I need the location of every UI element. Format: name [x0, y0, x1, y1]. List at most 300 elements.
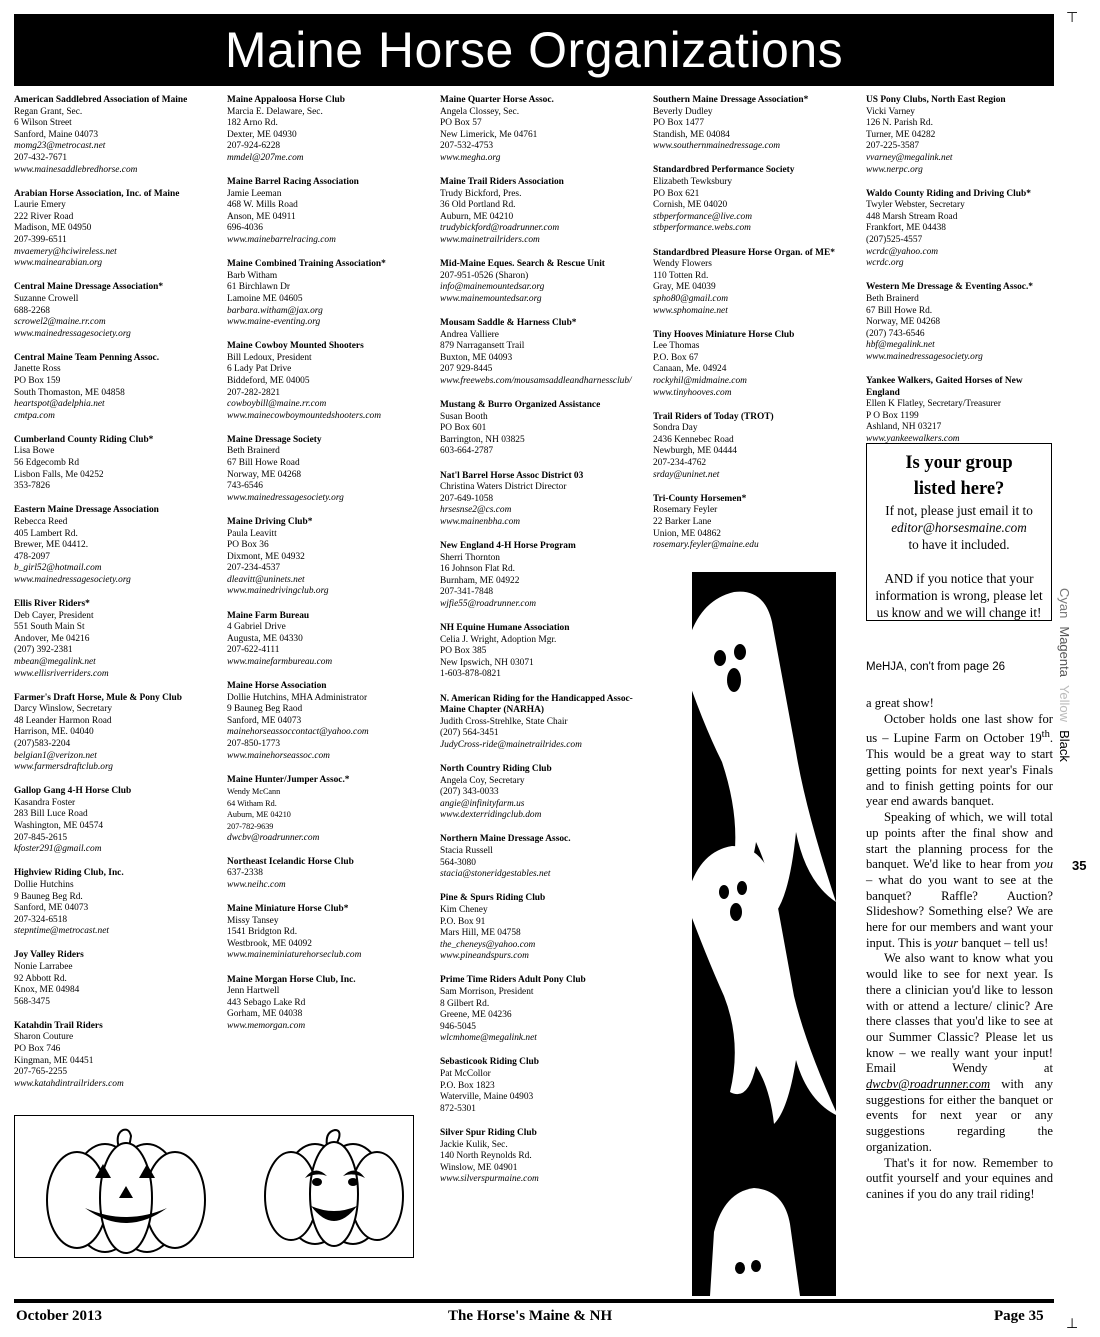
org-contact-line: 222 River Road [14, 211, 74, 222]
org-contact-line: Vicki Varney [866, 106, 915, 117]
org-listing [440, 764, 645, 822]
org-name: Maine Morgan Horse Club, Inc. [227, 974, 356, 985]
org-name: Standardbred Pleasure Horse Organ. of ME* [653, 247, 835, 258]
org-contact-line: South Thomaston, ME 04858 [14, 387, 125, 398]
crop-mark-bottom: ⊥ [1066, 1316, 1079, 1332]
org-name: Mousam Saddle & Harness Club* [440, 318, 577, 328]
org-listing [653, 165, 858, 235]
yellow-plate-label: Yellow [1057, 684, 1072, 723]
org-link[interactable]: stepntime@metrocast.net [14, 926, 109, 937]
org-name: Silver Spur Riding Club [440, 1127, 537, 1138]
org-contact-line: Sondra Day [653, 423, 698, 434]
org-contact-line: Lisa Bowe [14, 446, 55, 457]
org-contact-line: Dollie Hutchins, MHA Administrator [227, 692, 368, 703]
org-contact-line: Ellen K Flatley, Secretary/Treasurer [866, 399, 1001, 410]
org-contact-line: Sanford, Maine 04073 [14, 129, 99, 140]
org-listing [440, 893, 645, 963]
org-link[interactable]: www.mainedressagesociety.org [227, 492, 344, 503]
callout-email[interactable]: editor@horsesmaine.com [891, 520, 1027, 535]
org-listing [227, 857, 432, 892]
org-contact-line: (207) 343-0033 [440, 787, 499, 798]
org-contact-line: Jackie Kulik, Sec. [440, 1139, 508, 1150]
crop-mark-top: ⊤ [1066, 10, 1079, 26]
org-contact-line: 448 Marsh Stream Road [866, 211, 958, 222]
org-contact-line: Twyler Webster, Secretary [866, 200, 965, 211]
org-link[interactable]: www.yankeewalkers.com [866, 433, 960, 444]
pumpkin-icon [15, 1116, 413, 1257]
org-contact-line: 6 Lady Pat Drive [227, 364, 292, 375]
org-contact-line: Celia J. Wright, Adoption Mgr. [440, 634, 557, 645]
org-link[interactable]: www.freewebs.com/mousamsaddleandharnessclub/ [440, 375, 632, 386]
org-contact-line: Jenn Hartwell [227, 986, 280, 997]
org-contact-line: Wendy Flowers [653, 259, 712, 270]
org-name: Mustang & Burro Organized Assistance [440, 400, 601, 411]
org-contact-line: Sherri Thornton [440, 552, 500, 563]
org-link[interactable]: vvarney@megalink.net [866, 152, 953, 163]
org-listing [227, 904, 432, 962]
org-listing [227, 975, 432, 1033]
org-name: Central Maine Team Penning Assoc. [14, 352, 160, 363]
org-name: US Pony Clubs, North East Region [866, 95, 1006, 105]
org-contact-line: Missy Tansey [227, 915, 279, 926]
org-contact-line: Judith Cross-Strehlke, State Chair [440, 716, 568, 727]
org-contact-line: Deb Cayer, President [14, 610, 94, 621]
org-link[interactable]: momg23@metrocast.net [14, 141, 106, 152]
footer-page-number: Page 35 [994, 1308, 1044, 1324]
org-link[interactable]: www.silverspurmaine.com [440, 1174, 539, 1185]
org-contact-line: 207-845-2615 [14, 832, 68, 843]
org-name: Nat'l Barrel Horse Assoc District 03 [440, 470, 584, 481]
org-listing [440, 471, 645, 529]
org-link[interactable]: www.memorgan.com [227, 1020, 306, 1031]
org-listing [866, 282, 1056, 363]
org-contact-line: 207-432-7671 [14, 152, 68, 163]
org-contact-line: 478-2097 [14, 551, 50, 562]
org-contact-line: 9 Bauneg Beg Raod [227, 704, 303, 715]
org-contact-line: 207-765-2255 [14, 1067, 68, 1078]
org-listing [227, 681, 432, 762]
callout-heading-line1: Is your group [905, 453, 1013, 473]
org-link[interactable]: www.mainehorseassoc.com [227, 750, 330, 761]
org-contact-line: 2436 Kennebec Road [653, 434, 734, 445]
org-contact-line: 872-5301 [440, 1103, 476, 1114]
org-contact-line: 443 Sebago Lake Rd [227, 997, 306, 1008]
org-contact-line: Bill Ledoux, President [227, 352, 312, 363]
org-contact-line: PO Box 746 [14, 1044, 61, 1055]
org-contact-line: Janette Ross [14, 364, 61, 375]
org-contact-line: 1-603-878-0821 [440, 669, 501, 680]
org-contact-line: Knox, ME 04984 [14, 985, 80, 996]
org-link[interactable]: www.katahdintrailriders.com [14, 1078, 124, 1089]
org-contact-line: Anson, ME 04911 [227, 211, 296, 222]
org-listing [14, 282, 219, 340]
org-name: Sebasticook Riding Club [440, 1057, 539, 1068]
directory-column-1 [14, 95, 219, 1103]
org-contact-line: 4 Gabriel Drive [227, 622, 286, 633]
org-contact-line: 110 Totten Rd. [653, 270, 709, 281]
org-contact-line: 207-282-2821 [227, 387, 281, 398]
org-contact-line: 353-7826 [14, 481, 50, 492]
org-contact-line: 182 Arno Rd. [227, 118, 278, 129]
org-link[interactable]: mmdel@207me.com [227, 152, 304, 163]
org-link[interactable]: wlcmhome@megalink.net [440, 1033, 537, 1044]
org-listing [440, 1128, 645, 1186]
org-listing [440, 318, 645, 388]
org-name: N. American Riding for the Handicapped Assoc- Maine Chapter (NARHA) [440, 693, 633, 716]
org-contact-line: Barrington, NH 03825 [440, 434, 525, 445]
org-link[interactable]: wjfie55@roadrunner.com [440, 598, 537, 609]
ghost-icon [680, 572, 848, 1296]
org-listing [14, 505, 219, 586]
org-listing [14, 1021, 219, 1091]
org-link[interactable]: hrsesnse2@cs.com [440, 505, 512, 516]
org-name: Maine Trail Riders Association [440, 177, 564, 188]
org-contact-line: 22 Barker Lane [653, 516, 712, 527]
org-link[interactable]: www.neihc.com [227, 879, 286, 890]
org-link[interactable]: www.tinyhooves.com [653, 387, 732, 398]
org-contact-line: P.O. Box 91 [440, 916, 486, 927]
org-listing [440, 1057, 645, 1115]
org-link[interactable]: www.mainenbha.com [440, 516, 521, 527]
org-link[interactable]: barbara.witham@jax.org [227, 305, 323, 316]
org-contact-line: Wendy McCann [227, 787, 281, 797]
org-contact-line: 1541 Bridgton Rd. [227, 927, 298, 938]
org-contact-line: 207-850-1773 [227, 739, 281, 749]
org-link[interactable]: www.megha.org [440, 152, 501, 163]
org-listing [14, 786, 219, 856]
org-contact-line: PO Box 385 [440, 646, 487, 657]
org-contact-line: 207-234-4537 [227, 563, 281, 574]
org-contact-line: Augusta, ME 04330 [227, 633, 303, 644]
org-contact-line: 9 Bauneg Beg Rd. [14, 891, 83, 902]
org-contact-line: Gorham, ME 04038 [227, 1009, 303, 1020]
org-contact-line: PO Box 36 [227, 540, 269, 551]
org-name: Maine Barrel Racing Association [227, 177, 359, 188]
org-name: North Country Riding Club [440, 764, 552, 774]
org-link[interactable]: heartspot@adelphia.net [14, 399, 105, 410]
org-link[interactable]: www.maineminiaturehorseclub.com [227, 950, 362, 961]
org-link[interactable]: www.dexterridingclub.dom [440, 810, 542, 821]
org-listing [14, 868, 219, 938]
article-body [866, 696, 1053, 1203]
org-listing [653, 330, 858, 400]
org-contact-line: Trudy Bickford, Pres. [440, 188, 522, 199]
org-contact-line: Standish, ME 04084 [653, 129, 730, 140]
org-name: Maine Combined Training Association* [227, 259, 386, 270]
org-contact-line: 283 Bill Luce Road [14, 809, 88, 820]
org-contact-line: 6 Wilson Street [14, 118, 72, 129]
org-contact-line: 405 Lambert Rd. [14, 528, 78, 539]
org-contact-line: 946-5045 [440, 1021, 476, 1032]
org-listing [440, 95, 645, 165]
org-link[interactable]: JudyCross-ride@mainetrailrides.com [440, 739, 582, 750]
org-listing [227, 95, 432, 165]
org-contact-line: 879 Narragansett Trail [440, 341, 525, 352]
org-listing [440, 177, 645, 247]
org-link[interactable]: wcrdc.org [866, 258, 904, 269]
org-link[interactable]: cowboybill@maine.rr.com [227, 399, 327, 410]
org-contact-line: Kasandra Foster [14, 797, 76, 808]
org-contact-line: Rosemary Feyler [653, 505, 718, 516]
article-paragraph: a great show! [866, 696, 934, 710]
org-listing [440, 975, 645, 1045]
org-name: Southern Maine Dressage Association* [653, 95, 809, 105]
org-link[interactable]: b_girl52@hotmail.com [14, 563, 102, 574]
org-link[interactable]: www.mainearabian.org [14, 258, 103, 269]
callout-text-3: AND if you notice that your information is wrong, please let us know and we will change it! [875, 571, 1043, 620]
org-contact-line: Beverly Dudley [653, 106, 713, 117]
org-contact-line: Canaan, Me. 04924 [653, 364, 727, 375]
org-name: Ellis River Riders* [14, 598, 90, 609]
org-name: Maine Cowboy Mounted Shooters [227, 341, 364, 352]
org-contact-line: Jamie Leeman [227, 188, 282, 199]
org-contact-line: 207-924-6228 [227, 141, 281, 152]
org-contact-line: 551 South Main St [14, 622, 85, 633]
pumpkin-illustration [14, 1115, 414, 1258]
org-contact-line: PO Box 159 [14, 375, 61, 386]
org-contact-line: Sharon Couture [14, 1032, 74, 1043]
org-contact-line: Laurie Emery [14, 200, 66, 211]
org-link[interactable]: wcrdc@yahoo.com [866, 246, 939, 257]
org-name: Maine Dressage Society [227, 434, 322, 445]
org-name: Prime Time Riders Adult Pony Club [440, 975, 586, 986]
org-contact-line: Dexter, ME 04930 [227, 129, 297, 140]
org-link[interactable]: www.mainedrivingclub.org [227, 586, 329, 597]
org-contact-line: Beth Brainerd [227, 446, 280, 457]
org-contact-line: 207-782-9639 [227, 822, 274, 832]
org-contact-line: Washington, ME 04574 [14, 821, 104, 832]
org-link[interactable]: the_cheneys@yahoo.com [440, 939, 536, 950]
org-link[interactable]: www.mainetrailriders.com [440, 235, 540, 246]
org-name: Farmer's Draft Horse, Mule & Pony Club [14, 692, 182, 703]
org-contact-line: 207-225-3587 [866, 141, 920, 152]
org-listing [227, 341, 432, 422]
article-email[interactable]: dwcbv@roadrunner.com [866, 1077, 991, 1092]
footer-rule [14, 1299, 1054, 1303]
org-contact-line: Harrison, ME. 04040 [14, 727, 94, 738]
org-link[interactable]: www.mainebarrelracing.com [227, 235, 336, 246]
org-link[interactable]: spho80@gmail.com [653, 293, 729, 304]
org-link[interactable]: stbperformance@live.com [653, 211, 752, 222]
cyan-plate-label: Cyan [1057, 588, 1072, 619]
org-listing [653, 248, 858, 318]
org-contact-line: 67 Bill Howe Road [227, 458, 300, 469]
org-link[interactable]: trudybickford@roadrunner.com [440, 223, 560, 234]
org-link[interactable]: dwcbv@roadrunner.com [227, 832, 320, 843]
org-contact-line: 56 Edgecomb Rd [14, 458, 80, 469]
org-contact-line: (207)583-2204 [14, 739, 71, 749]
org-contact-line: Stacia Russell [440, 846, 493, 857]
footer-date: October 2013 [16, 1308, 102, 1324]
org-contact-line: (207) 392-2381 [14, 645, 73, 656]
org-contact-line: Lamoine ME 04605 [227, 293, 303, 304]
org-link[interactable]: www.mainefarmbureau.com [227, 656, 333, 667]
org-name: Joy Valley Riders [14, 950, 84, 961]
org-contact-line: Dollie Hutchins [14, 879, 74, 890]
org-contact-line: 207-324-6518 [14, 914, 68, 925]
org-contact-line: 696-4036 [227, 223, 263, 234]
org-name: Waldo County Riding and Driving Club* [866, 188, 1031, 199]
org-link[interactable]: www.mainedressagesociety.org [866, 351, 983, 362]
black-plate-label: Black [1057, 730, 1072, 762]
org-link[interactable]: belgian1@verizon.net [14, 750, 97, 761]
org-contact-line: Kim Cheney [440, 904, 488, 915]
org-contact-line: 688-2268 [14, 305, 50, 316]
directory-column-3 [440, 95, 645, 1198]
footer-publication: The Horse's Maine & NH [448, 1308, 613, 1324]
org-contact-line: Pat McCollor [440, 1069, 491, 1080]
org-listing [440, 623, 645, 681]
org-link[interactable]: rockyhil@midmaine.com [653, 375, 747, 386]
org-link[interactable]: www.mainedressagesociety.org [14, 574, 131, 585]
org-name: Maine Driving Club* [227, 516, 313, 527]
org-contact-line: Beth Brainerd [866, 293, 919, 304]
magenta-plate-label: Magenta [1057, 626, 1072, 677]
org-contact-line: Auburn, ME 04210 [440, 211, 514, 222]
org-contact-line: Norway, ME 04268 [866, 317, 941, 328]
org-contact-line: 16 Johnson Flat Rd. [440, 564, 516, 575]
org-listing [440, 541, 645, 611]
org-name: American Saddlebred Association of Maine [14, 95, 188, 105]
org-contact-line: 207-399-6511 [14, 235, 67, 246]
org-link[interactable]: www.mainesaddlebredhorse.com [14, 164, 138, 175]
org-link[interactable]: www.mainecowboymountedshooters.com [227, 410, 381, 421]
org-contact-line: 48 Leander Harmon Road [14, 715, 112, 726]
org-listing [227, 177, 432, 247]
org-contact-line: Paula Leavitt [227, 528, 277, 539]
directory-column-5 [866, 95, 1056, 458]
callout-text-1: If not, please just email it to [885, 503, 1033, 518]
org-contact-line: P.O. Box 1823 [440, 1080, 495, 1091]
org-contact-line: Lisbon Falls, Me 04252 [14, 469, 104, 480]
org-contact-line: Suzanne Crowell [14, 293, 79, 304]
org-name: NH Equine Humane Association [440, 623, 570, 634]
org-link[interactable]: rosemary.feyler@maine.edu [653, 540, 759, 551]
org-contact-line: 568-3475 [14, 996, 50, 1007]
org-contact-line: Brewer, ME 04412. [14, 540, 89, 551]
org-name: Maine Horse Association [227, 681, 327, 692]
org-contact-line: PO Box 57 [440, 118, 482, 129]
continued-note: MeHJA, con't from page 26 [866, 661, 1005, 673]
org-listing [440, 259, 645, 305]
org-name: Mid-Maine Eques. Search & Rescue Unit [440, 259, 605, 270]
org-contact-line: Mars Hill, ME 04758 [440, 928, 521, 939]
org-link[interactable]: info@mainemountedsar.org [440, 282, 545, 293]
org-link[interactable]: srday@uninet.net [653, 469, 720, 480]
org-contact-line: 140 North Reynolds Rd. [440, 1151, 532, 1162]
org-name: Pine & Spurs Riding Club [440, 893, 546, 904]
org-contact-line: 637-2338 [227, 868, 263, 879]
org-name: Northern Maine Dressage Assoc. [440, 834, 571, 845]
org-listing [440, 834, 645, 880]
org-link[interactable]: hbf@megalink.net [866, 340, 935, 351]
org-contact-line: 468 W. Mills Road [227, 200, 298, 211]
org-listing [866, 95, 1056, 176]
org-contact-line: 61 Birchlawn Dr [227, 282, 291, 293]
org-contact-line: Newburgh, ME 04444 [653, 446, 737, 457]
org-link[interactable]: www.farmersdraftclub.org [14, 762, 113, 773]
org-listing [227, 517, 432, 598]
org-contact-line: Rebecca Reed [14, 516, 68, 527]
org-contact-line: 207-622-4111 [227, 645, 280, 656]
side-page-number: 35 [1072, 858, 1087, 873]
org-link[interactable]: mvaemery@hciwireless.net [14, 246, 117, 257]
org-contact-line: New Limerick, Me 04761 [440, 129, 538, 140]
org-link[interactable]: cmtpa.com [14, 410, 55, 421]
org-contact-line: Biddeford, ME 04005 [227, 375, 310, 386]
org-name: Central Maine Dressage Association* [14, 282, 164, 293]
org-link[interactable]: www.mainemountedsar.org [440, 293, 542, 304]
org-contact-line: New Ipswich, NH 03071 [440, 657, 534, 668]
org-contact-line: Nonie Larrabee [14, 962, 73, 972]
org-contact-line: Darcy Winslow, Secretary [14, 704, 113, 715]
listing-callout-box [866, 443, 1052, 621]
org-link[interactable]: stbperformance.webs.com [653, 223, 751, 234]
org-name: Trail Riders of Today (TROT) [653, 411, 774, 422]
org-link[interactable]: scrowel2@maine.rr.com [14, 317, 106, 328]
org-contact-line: 126 N. Parish Rd. [866, 118, 933, 129]
org-name: Gallop Gang 4-H Horse Club [14, 786, 132, 797]
org-contact-line: 743-6546 [227, 481, 263, 492]
org-contact-line: P.O. Box 67 [653, 352, 699, 363]
org-contact-line: Marcia E. Delaware, Sec. [227, 106, 323, 117]
org-listing [227, 611, 432, 669]
ghost-illustration [680, 572, 848, 1296]
org-link[interactable]: stacia@stoneridgestables.net [440, 869, 551, 880]
article-paragraph: We also want to know what you would like to see for next year. Is there a clinician you'd like to lesson with or attend a lecture/ clinic? Are there classes that you'd like to see at our Summer Classic? Please let us know – we really want your input! Email Wendy at dwcbv@roadrunner.com with any suggestions for either the banquet or events for next year or any suggestions regarding the organization. [866, 951, 1053, 1154]
org-contact-line: Cornish, ME 04020 [653, 200, 728, 211]
org-name: Cumberland County Riding Club* [14, 434, 154, 445]
org-contact-line: Sanford, ME 04073 [227, 715, 302, 726]
org-listing [14, 435, 219, 493]
article-paragraph: Speaking of which, we will total up points after the final show and start the planning process for the banquet. We'd like to hear from you – what do you want to see at the banquet? Raffle? Auction? Slideshow? Something else? We are here for our members and want your input. This is your banquet – tell us! [866, 810, 1053, 950]
org-link[interactable]: www.ellisriverriders.com [14, 668, 109, 679]
org-listing [653, 95, 858, 153]
org-contact-line: PO Box 621 [653, 188, 700, 199]
org-listing [14, 189, 219, 270]
org-listing [866, 189, 1056, 270]
org-contact-line: (207) 743-6546 [866, 328, 925, 339]
org-contact-line: Greene, ME 04236 [440, 1010, 512, 1021]
org-listing [14, 353, 219, 423]
callout-heading-line2: listed here? [913, 479, 1005, 499]
org-contact-line: 64 Witham Rd. [227, 798, 277, 808]
org-link[interactable]: www.nerpc.org [866, 164, 923, 175]
org-contact-line: Burnham, ME 04922 [440, 575, 520, 586]
org-link[interactable]: mbean@megalink.net [14, 656, 96, 667]
org-link[interactable]: kfoster291@gmail.com [14, 844, 102, 855]
org-contact-line: Barb Witham [227, 270, 278, 281]
org-name: Western Me Dressage & Eventing Assoc.* [866, 282, 1033, 293]
org-link[interactable]: angie@infinityfarm.us [440, 798, 525, 809]
org-link[interactable]: www.mainedressagesociety.org [14, 328, 131, 339]
org-contact-line: Norway, ME 04268 [227, 469, 302, 480]
org-link[interactable]: dleavitt@uninets.net [227, 574, 305, 585]
org-name: Standardbred Performance Society [653, 165, 795, 176]
page-title-banner [14, 14, 1054, 86]
org-link[interactable]: mainehorseassoccontact@yahoo.com [227, 727, 369, 738]
org-name: Yankee Walkers, Gaited Horses of New England [866, 375, 1023, 398]
org-link[interactable]: www.pineandspurs.com [440, 951, 529, 962]
org-listing [440, 694, 645, 752]
callout-text-2: to have it included. [908, 537, 1010, 552]
org-contact-line: Union, ME 04862 [653, 528, 721, 539]
org-link[interactable]: www.maine-eventing.org [227, 317, 321, 328]
org-link[interactable]: www.southernmainedressage.com [653, 141, 781, 152]
org-contact-line: 564-3080 [440, 857, 476, 868]
org-link[interactable]: www.sphomaine.net [653, 305, 728, 316]
article-paragraph: October holds one last show for us – Lupine Farm on October 19th. This would be a great way to start getting points for next year's Finals and to finish getting points for our year end awards banquet. [866, 711, 1053, 809]
